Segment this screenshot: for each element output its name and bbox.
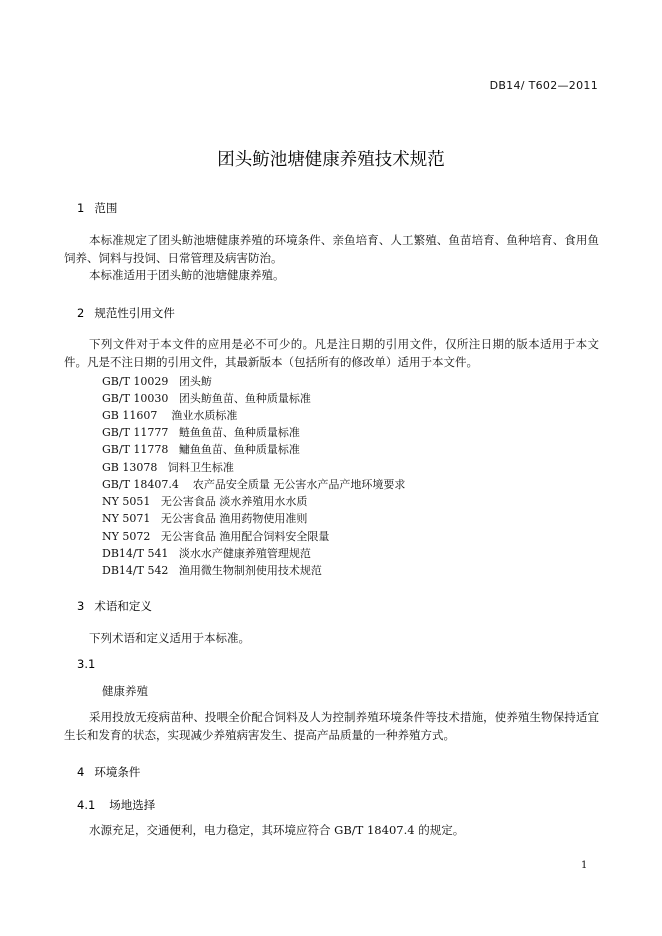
reference-item: GB/T 10029 团头鲂 — [102, 375, 212, 388]
section-title: 术语和定义 — [94, 599, 152, 613]
section-title: 范围 — [94, 201, 118, 215]
section-number: 2 — [77, 306, 85, 320]
section-3-paragraph: 下列术语和定义适用于本标准。 — [89, 631, 250, 645]
reference-item: NY 5051 无公害食品 淡水养殖用水水质 — [102, 495, 308, 508]
reference-item: NY 5072 无公害食品 渔用配合饲料安全限量 — [102, 530, 330, 543]
term-definition: 采用投放无疫病苗种、投喂全价配合饲料及人为控制养殖环境条件等技术措施，使养殖生物保持适宜生长和发育的状态，实现减少养殖病害发生、提高产品质量的一种养殖方式。 — [64, 710, 599, 742]
section-1-paragraph: 本标准规定了团头鲂池塘健康养殖的环境条件、亲鱼培育、人工繁殖、鱼苗培育、鱼种培育、食用鱼饲养、饲料与投饲、日常管理及病害防治。 — [64, 233, 599, 265]
section-number: 4 — [77, 765, 85, 779]
reference-item: NY 5071 无公害食品 渔用药物使用准则 — [102, 512, 308, 525]
section-title: 规范性引用文件 — [94, 306, 175, 320]
section-4-1-paragraph: 水源充足，交通便利，电力稳定，其环境应符合 GB/T 18407.4 的规定。 — [89, 823, 465, 837]
term-heading: 健康养殖 — [102, 684, 148, 698]
document-title: 团头鲂池塘健康养殖技术规范 — [217, 150, 445, 170]
reference-item: DB14/T 541 淡水水产健康养殖管理规范 — [102, 547, 311, 560]
reference-item: GB/T 11777 鲢鱼鱼苗、鱼种质量标准 — [102, 426, 300, 439]
document-code: DB14/ T602—2011 — [489, 79, 598, 92]
subsection-title: 场地选择 — [109, 798, 156, 812]
reference-item: DB14/T 542 渔用微生物制剂使用技术规范 — [102, 564, 322, 577]
subsection-number: 3.1 — [77, 657, 96, 671]
section-1-paragraph-2: 本标准适用于团头鲂的池塘健康养殖。 — [89, 268, 285, 282]
section-4-heading — [77, 764, 140, 780]
reference-item: GB 13078 饲料卫生标准 — [102, 461, 234, 474]
reference-item: GB/T 11778 鳙鱼鱼苗、鱼种质量标准 — [102, 443, 300, 456]
subsection-4-1-heading — [77, 797, 155, 813]
section-2-paragraph: 下列文件对于本文件的应用是必不可少的。凡是注日期的引用文件，仅所注日期的版本适用于本文件。凡是不注日期的引用文件，其最新版本（包括所有的修改单）适用于本文件。 — [64, 337, 599, 369]
reference-item: GB 11607 渔业水质标准 — [102, 409, 238, 422]
section-number: 3 — [77, 599, 85, 613]
section-2-heading — [77, 305, 175, 321]
reference-item: GB/T 10030 团头鲂鱼苗、鱼种质量标准 — [102, 392, 311, 405]
section-title: 环境条件 — [94, 765, 141, 779]
section-1-heading — [77, 200, 117, 216]
section-number: 1 — [77, 201, 85, 215]
section-3-heading — [77, 598, 152, 614]
subsection-number: 4.1 — [77, 798, 96, 812]
reference-item: GB/T 18407.4 农产品安全质量 无公害水产品产地环境要求 — [102, 478, 406, 491]
page-number: 1 — [581, 860, 588, 871]
